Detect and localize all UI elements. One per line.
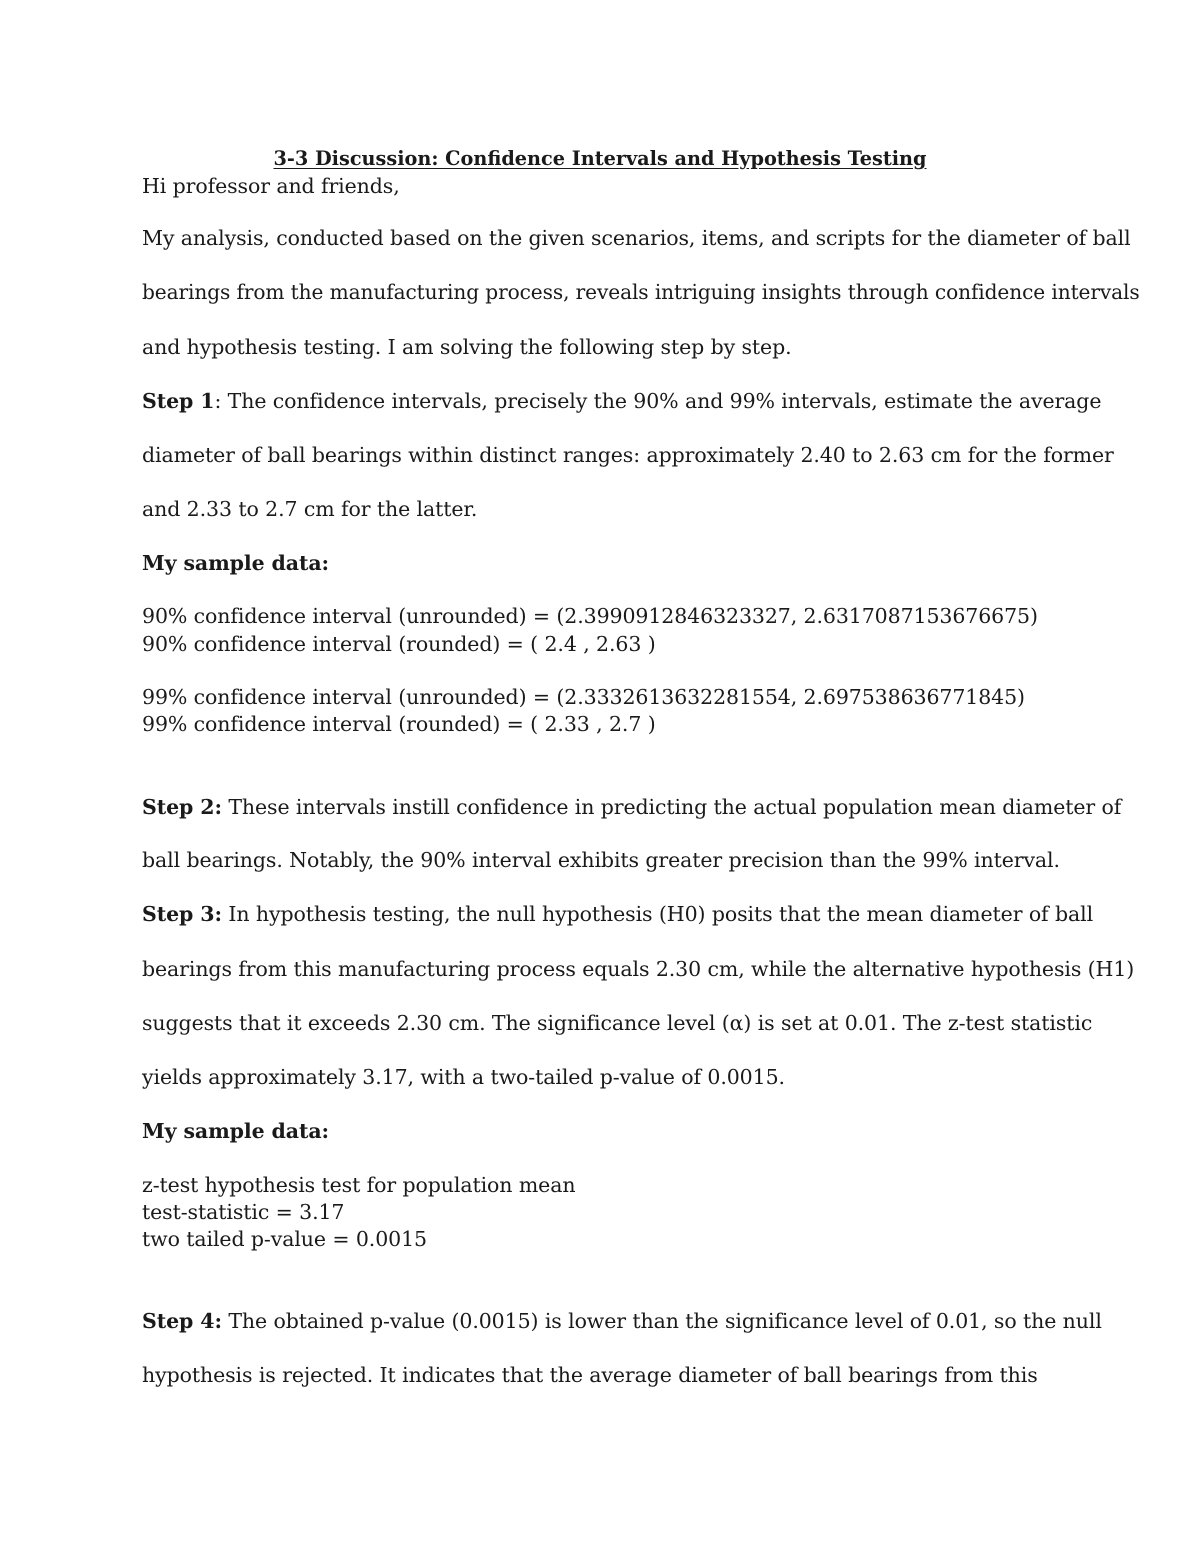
step1-line-3: and 2.33 to 2.7 cm for the latter. [142,497,478,521]
ztest-statistic: test-statistic = 3.17 [142,1200,345,1224]
intro-line-2: bearings from the manufacturing process, reveals intriguing insights through confidence intervals [142,280,1140,304]
sample-data-heading-1: My sample data: [142,551,329,575]
step4-line-2: hypothesis is rejected. It indicates that the average diameter of ball bearings from this [142,1363,1038,1387]
document-title: 3-3 Discussion: Confidence Intervals and Hypothesis Testing [273,147,927,170]
ci-90-unrounded: 90% confidence interval (unrounded) = (2.3990912846323327, 2.6317087153676675) [142,604,1038,628]
intro-line-1: My analysis, conducted based on the given scenarios, items, and scripts for the diameter of ball [142,226,1131,250]
step1-label: Step 1 [142,389,215,413]
intro-line-3: and hypothesis testing. I am solving the following step by step. [142,335,792,359]
step3-text-1: In hypothesis testing, the null hypothesis (H0) posits that the mean diameter of ball [221,902,1094,926]
ci-99-unrounded: 99% confidence interval (unrounded) = (2.3332613632281554, 2.697538636771845) [142,685,1025,709]
step4-label: Step 4: [142,1309,222,1333]
step3-label: Step 3: [142,902,222,926]
sample-data-heading-2: My sample data: [142,1119,329,1143]
ztest-title: z-test hypothesis test for population mean [142,1173,576,1197]
ztest-p-value: two tailed p-value = 0.0015 [142,1227,427,1251]
step2-line-2: ball bearings. Notably, the 90% interval exhibits greater precision than the 99% interval. [142,848,1060,872]
step1-line-2: diameter of ball bearings within distinct ranges: approximately 2.40 to 2.63 cm for the former [142,443,1114,467]
step4-text-1: The obtained p-value (0.0015) is lower than the significance level of 0.01, so the null [221,1309,1102,1333]
step2-text-1: These intervals instill confidence in predicting the actual population mean diameter of [221,795,1122,819]
ci-99-rounded: 99% confidence interval (rounded) = ( 2.33 , 2.7 ) [142,712,656,736]
step2-line-1 [142,797,1121,818]
greeting: Hi professor and friends, [142,174,400,198]
step1-line-1 [142,391,1101,412]
ci-90-rounded: 90% confidence interval (rounded) = ( 2.4 , 2.63 ) [142,632,656,656]
step4-line-1 [142,1311,1102,1332]
step3-line-1 [142,904,1093,925]
step1-text-1: : The confidence intervals, precisely the 90% and 99% intervals, estimate the average [214,389,1102,413]
step3-line-3: suggests that it exceeds 2.30 cm. The significance level (α) is set at 0.01. The z-test statistic [142,1011,1093,1035]
step3-line-2: bearings from this manufacturing process equals 2.30 cm, while the alternative hypothesis (H1) [142,957,1135,981]
step3-line-4: yields approximately 3.17, with a two-tailed p-value of 0.0015. [142,1065,785,1089]
step2-label: Step 2: [142,795,222,819]
